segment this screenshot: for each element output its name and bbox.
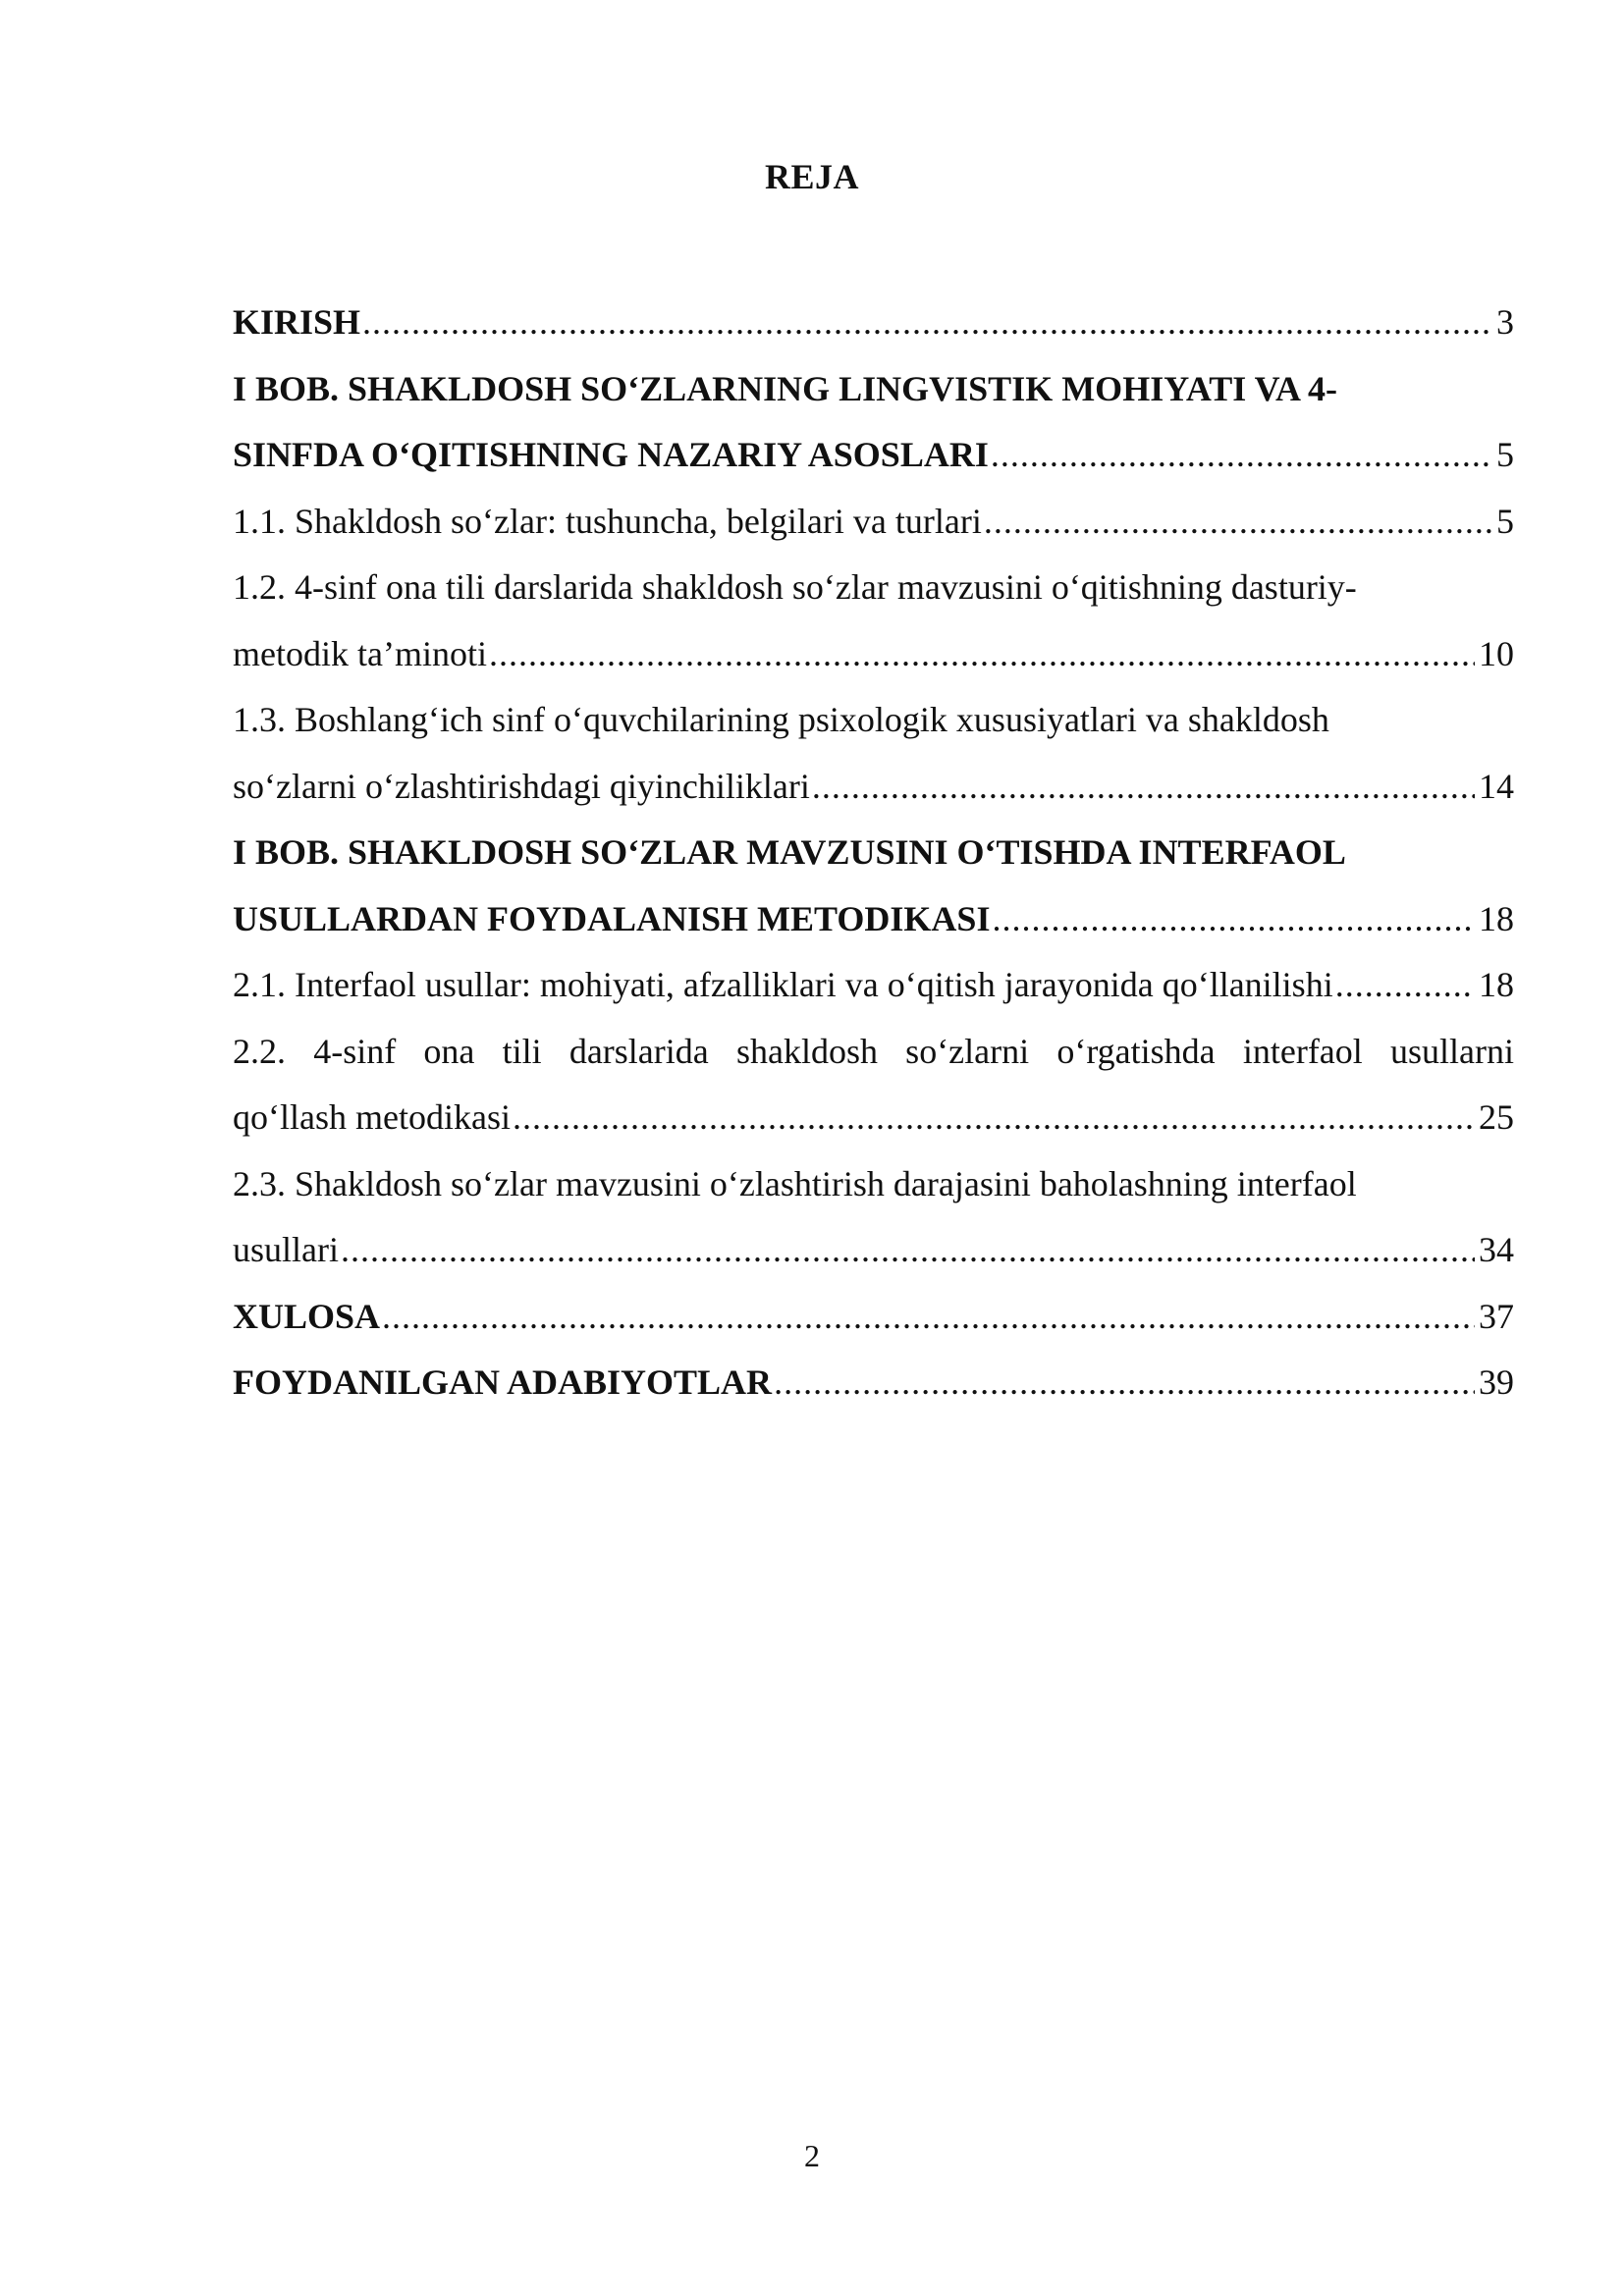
page-number: 2 bbox=[804, 2138, 820, 2173]
toc-entry-chapter-1-line-2[interactable] bbox=[233, 422, 1514, 489]
toc-entry-label: SINFDA O‘QITISHNING NAZARIY ASOSLARI bbox=[233, 435, 989, 474]
toc-entry-label: I BOB. SHAKLDOSH SO‘ZLARNING LINGVISTIK MOHIYATI VA 4- bbox=[233, 368, 1337, 408]
dot-leader bbox=[991, 422, 1492, 489]
toc-page-number: 3 bbox=[1496, 302, 1514, 342]
toc-entry-references[interactable] bbox=[233, 1350, 1514, 1416]
toc-entry-2-3-line-1[interactable] bbox=[233, 1151, 1514, 1218]
dot-leader bbox=[513, 1085, 1475, 1151]
toc-page-number: 5 bbox=[1496, 435, 1514, 474]
toc-entry-label: 1.2. 4-sinf ona tili darslarida shakldosh so‘zlar mavzusini o‘qitishning dasturiy- bbox=[233, 567, 1357, 607]
dot-leader bbox=[812, 754, 1475, 821]
toc-entry-label: I BOB. SHAKLDOSH SO‘ZLAR MAVZUSINI O‘TISHDA INTERFAOL bbox=[233, 832, 1346, 872]
toc-entry-1-3-line-2[interactable] bbox=[233, 754, 1514, 821]
toc-entry-label: 2.2. 4-sinf ona tili darslarida shakldosh so‘zlarni o‘rgatishda interfaol usullarni bbox=[233, 1031, 1514, 1071]
toc-entry-label: 2.1. Interfaol usullar: mohiyati, afzalliklari va o‘qitish jarayonida qo‘llanilishi bbox=[233, 965, 1333, 1004]
toc-page-number: 10 bbox=[1479, 633, 1514, 673]
toc-entry-chapter-1-line-1[interactable] bbox=[233, 356, 1514, 423]
toc-entry-kirish[interactable] bbox=[233, 290, 1514, 356]
toc-entry-label: KIRISH bbox=[233, 302, 361, 342]
toc-entry-1-1[interactable] bbox=[233, 489, 1514, 556]
dot-leader bbox=[382, 1284, 1475, 1351]
toc-entry-1-2-line-2[interactable] bbox=[233, 621, 1514, 688]
toc-page-number: 25 bbox=[1479, 1097, 1514, 1137]
toc-entry-1-2-line-1[interactable] bbox=[233, 555, 1514, 621]
dot-leader bbox=[984, 489, 1492, 556]
table-of-contents bbox=[233, 290, 1514, 1416]
toc-entry-label: 1.1. Shakldosh so‘zlar: tushuncha, belgilari va turlari bbox=[233, 501, 982, 541]
toc-page-number: 5 bbox=[1496, 501, 1514, 541]
toc-entry-label: 2.3. Shakldosh so‘zlar mavzusini o‘zlashtirish darajasini baholashning interfaol bbox=[233, 1163, 1357, 1203]
toc-entry-label: USULLARDAN FOYDALANISH METODIKASI bbox=[233, 898, 991, 938]
toc-page-number: 14 bbox=[1479, 766, 1514, 806]
toc-entry-label: XULOSA bbox=[233, 1296, 381, 1336]
dot-leader bbox=[362, 290, 1492, 356]
toc-page-number: 18 bbox=[1479, 965, 1514, 1004]
toc-entry-2-3-line-2[interactable] bbox=[233, 1217, 1514, 1284]
toc-entry-label: metodik ta’minoti bbox=[233, 633, 487, 673]
toc-entry-label: FOYDANILGAN ADABIYOTLAR bbox=[233, 1362, 773, 1402]
toc-entry-label: so‘zlarni o‘zlashtirishdagi qiyinchiliklari bbox=[233, 766, 810, 806]
toc-entry-1-3-line-1[interactable] bbox=[233, 687, 1514, 754]
toc-page-number: 37 bbox=[1479, 1296, 1514, 1336]
toc-entry-label: qo‘llash metodikasi bbox=[233, 1097, 511, 1137]
dot-leader bbox=[774, 1350, 1475, 1416]
dot-leader bbox=[992, 886, 1475, 953]
toc-entry-2-2-line-1[interactable] bbox=[233, 1019, 1514, 1086]
toc-entry-xulosa[interactable] bbox=[233, 1284, 1514, 1351]
dot-leader bbox=[341, 1217, 1475, 1284]
dot-leader bbox=[489, 621, 1475, 688]
toc-page-number: 39 bbox=[1479, 1362, 1514, 1402]
toc-entry-2-1[interactable] bbox=[233, 952, 1514, 1019]
toc-entry-chapter-2-line-1[interactable] bbox=[233, 820, 1514, 886]
toc-page-number: 34 bbox=[1479, 1230, 1514, 1269]
toc-entry-chapter-2-line-2[interactable] bbox=[233, 886, 1514, 953]
dot-leader bbox=[1335, 952, 1475, 1019]
toc-entry-label: usullari bbox=[233, 1230, 339, 1269]
toc-page-number: 18 bbox=[1479, 898, 1514, 938]
page-title: REJA bbox=[764, 157, 859, 196]
toc-entry-2-2-line-2[interactable] bbox=[233, 1085, 1514, 1151]
toc-entry-label: 1.3. Boshlang‘ich sinf o‘quvchilarining psixologik xususiyatlari va shakldosh bbox=[233, 700, 1329, 739]
